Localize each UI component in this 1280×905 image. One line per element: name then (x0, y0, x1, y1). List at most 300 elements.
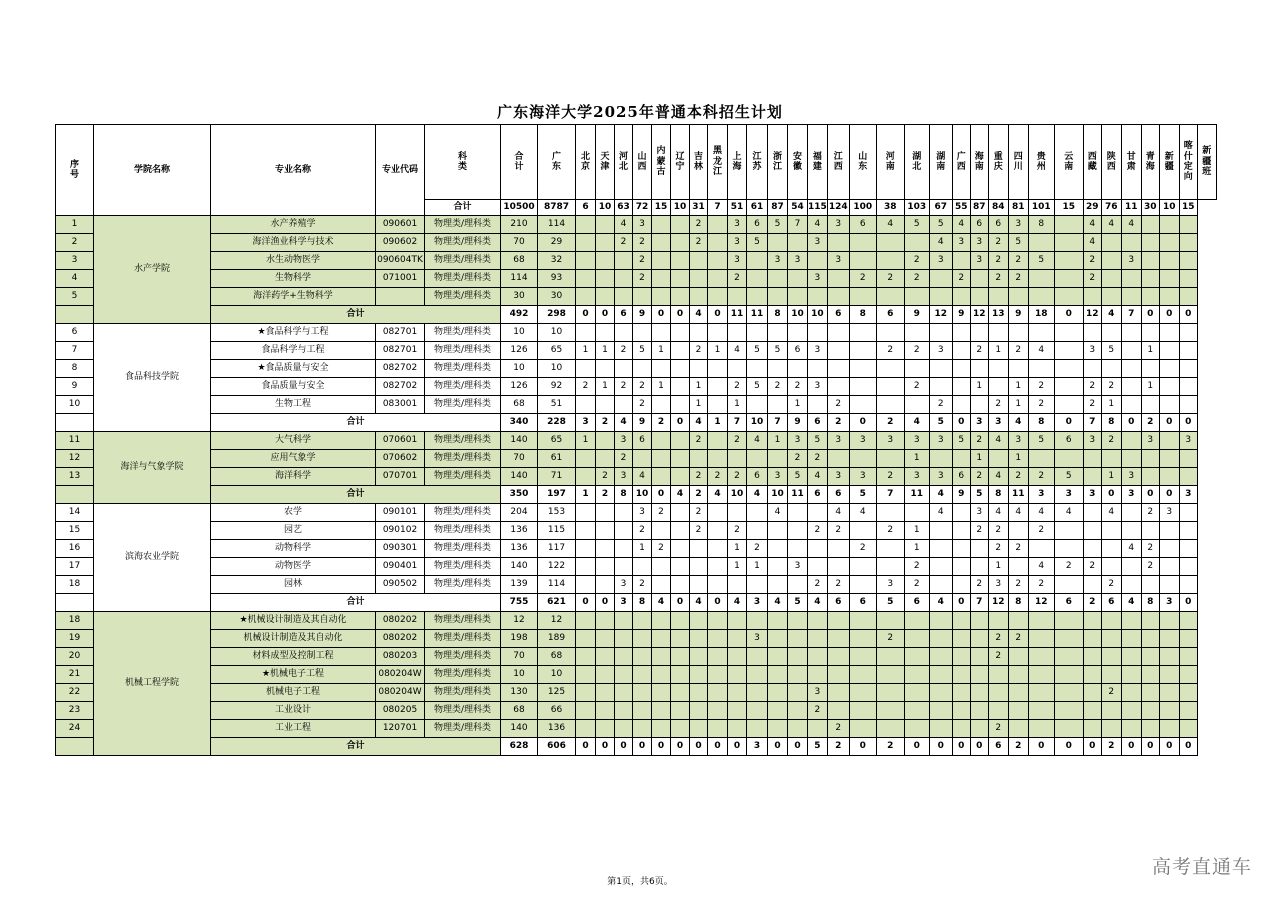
quota-cell (1121, 720, 1141, 738)
quota-cell (652, 468, 671, 486)
major-name: 动物医学 (211, 558, 376, 576)
quota-cell (876, 450, 904, 468)
quota-cell: 5 (1008, 234, 1028, 252)
quota-cell (708, 288, 728, 306)
quota-cell (576, 216, 596, 234)
quota-cell (747, 702, 768, 720)
quota-cell: 2 (728, 270, 747, 288)
quota-cell: 2 (1028, 396, 1054, 414)
subtotal-cell: 0 (615, 738, 633, 756)
subtotal-cell: 0 (970, 738, 988, 756)
quota-cell (652, 360, 671, 378)
quota-cell (1159, 234, 1179, 252)
quota-cell: 2 (904, 558, 929, 576)
quota-cell: 3 (768, 468, 788, 486)
quota-cell (827, 558, 849, 576)
quota-cell (1179, 648, 1197, 666)
quota-cell (728, 450, 747, 468)
quota-cell (652, 288, 671, 306)
quota-cell: 5 (808, 432, 828, 450)
quota-cell (708, 630, 728, 648)
quota-cell (708, 648, 728, 666)
grand-total-cell: 10 (596, 200, 615, 216)
quota-cell (596, 702, 615, 720)
subtotal-cell: 0 (1159, 414, 1179, 432)
quota-cell (1008, 666, 1028, 684)
quota-cell: 140 (501, 558, 538, 576)
quota-cell (690, 648, 708, 666)
quota-cell (1159, 360, 1179, 378)
page-footer: 第1页，共6页。 (607, 877, 673, 887)
quota-cell (1179, 504, 1197, 522)
grand-total-cell: 81 (1008, 200, 1028, 216)
subtotal-cell: 5 (970, 486, 988, 504)
quota-cell: 4 (633, 468, 652, 486)
table-row (56, 468, 1217, 486)
quota-cell: 2 (633, 522, 652, 540)
row-number: 8 (56, 360, 94, 378)
column-header: 西 藏 (1083, 125, 1101, 200)
quota-cell (576, 522, 596, 540)
subtotal-cell: 340 (501, 414, 538, 432)
quota-cell (929, 612, 952, 630)
quota-cell: 2 (1083, 396, 1101, 414)
quota-cell (1101, 558, 1121, 576)
table-row (56, 648, 1217, 666)
quota-cell (633, 288, 652, 306)
quota-cell: 3 (728, 216, 747, 234)
grand-total-cell: 7 (708, 200, 728, 216)
quota-cell: 1 (970, 378, 988, 396)
quota-cell (633, 558, 652, 576)
quota-cell (849, 522, 876, 540)
table-row (56, 666, 1217, 684)
subtotal-cell: 11 (747, 306, 768, 324)
subtotal-cell: 4 (690, 594, 708, 612)
quota-cell: 3 (904, 432, 929, 450)
subtotal-cell: 4 (671, 486, 690, 504)
quota-cell (904, 720, 929, 738)
subtotal-cell: 0 (671, 594, 690, 612)
quota-cell (728, 288, 747, 306)
subtotal-cell: 12 (970, 306, 988, 324)
quota-cell (1121, 342, 1141, 360)
subtotal-cell: 3 (747, 594, 768, 612)
quota-cell (788, 270, 808, 288)
quota-cell (708, 540, 728, 558)
quota-cell: 140 (501, 720, 538, 738)
major-name: ★机械电子工程 (211, 666, 376, 684)
quota-cell (652, 630, 671, 648)
quota-cell (576, 288, 596, 306)
subtotal-cell: 9 (952, 486, 970, 504)
subtotal-cell: 4 (747, 486, 768, 504)
quota-cell (768, 396, 788, 414)
quota-cell (808, 504, 828, 522)
college-name: 食品科技学院 (94, 324, 211, 432)
quota-cell: 204 (501, 504, 538, 522)
quota-cell (849, 396, 876, 414)
subtotal-blank (56, 306, 94, 324)
grand-total-cell: 115 (808, 200, 828, 216)
quota-cell (1141, 630, 1159, 648)
quota-cell: 68 (501, 396, 538, 414)
grand-total-cell: 101 (1028, 200, 1054, 216)
quota-cell (808, 630, 828, 648)
quota-cell (1101, 324, 1121, 342)
quota-cell (1054, 396, 1083, 414)
quota-cell: 1 (988, 342, 1008, 360)
subtotal-cell: 2 (596, 486, 615, 504)
subtotal-cell: 10 (808, 306, 828, 324)
quota-cell (652, 252, 671, 270)
quota-cell (849, 630, 876, 648)
quota-cell (1159, 684, 1179, 702)
quota-cell (1028, 288, 1054, 306)
quota-cell (849, 324, 876, 342)
quota-cell: 6 (788, 342, 808, 360)
quota-cell: 210 (501, 216, 538, 234)
quota-cell (768, 522, 788, 540)
quota-cell (615, 504, 633, 522)
quota-cell (652, 702, 671, 720)
subtotal-cell: 606 (538, 738, 576, 756)
quota-cell (1159, 270, 1179, 288)
subtotal-cell: 0 (1054, 738, 1083, 756)
quota-cell (952, 396, 970, 414)
quota-cell: 4 (615, 216, 633, 234)
quota-cell (1101, 234, 1121, 252)
quota-cell: 2 (1008, 540, 1028, 558)
quota-cell: 2 (808, 522, 828, 540)
quota-cell (1054, 522, 1083, 540)
row-number: 16 (56, 540, 94, 558)
quota-cell (970, 288, 988, 306)
subject-category: 物理类/理科类 (425, 702, 501, 720)
quota-cell (576, 252, 596, 270)
quota-cell (1083, 522, 1101, 540)
quota-cell (1028, 612, 1054, 630)
quota-cell (904, 684, 929, 702)
quota-cell: 1 (904, 522, 929, 540)
quota-cell (988, 666, 1008, 684)
quota-cell (952, 612, 970, 630)
major-name: 动物科学 (211, 540, 376, 558)
quota-cell: 2 (849, 270, 876, 288)
quota-cell: 7 (788, 216, 808, 234)
grand-total-cell: 11 (1121, 200, 1141, 216)
quota-cell: 1 (728, 540, 747, 558)
quota-cell (1054, 684, 1083, 702)
quota-cell (596, 234, 615, 252)
table-row (56, 252, 1217, 270)
quota-cell (929, 630, 952, 648)
quota-cell: 2 (788, 378, 808, 396)
subtotal-cell: 2 (827, 414, 849, 432)
quota-cell: 2 (1008, 270, 1028, 288)
quota-cell (952, 360, 970, 378)
quota-cell: 4 (1028, 342, 1054, 360)
major-name: ★机械设计制造及其自动化 (211, 612, 376, 630)
quota-cell: 2 (827, 396, 849, 414)
quota-cell (596, 612, 615, 630)
quota-cell: 4 (876, 216, 904, 234)
quota-cell: 2 (633, 234, 652, 252)
quota-cell (708, 360, 728, 378)
quota-cell: 2 (876, 468, 904, 486)
quota-cell (671, 720, 690, 738)
quota-cell (690, 630, 708, 648)
subtotal-cell: 2 (1008, 738, 1028, 756)
quota-cell: 3 (747, 630, 768, 648)
quota-cell (708, 684, 728, 702)
quota-cell (747, 612, 768, 630)
quota-cell (1054, 234, 1083, 252)
quota-cell (788, 648, 808, 666)
subtotal-cell: 1 (708, 414, 728, 432)
quota-cell (808, 666, 828, 684)
subtotal-cell: 3 (576, 414, 596, 432)
column-header: 序 号 (56, 125, 94, 216)
college-name: 海洋与气象学院 (94, 432, 211, 504)
grand-total-cell: 8787 (538, 200, 576, 216)
subject-category: 物理类/理科类 (425, 234, 501, 252)
quota-cell: 1 (1101, 468, 1121, 486)
subtotal-cell: 0 (1121, 414, 1141, 432)
subtotal-label: 合计 (211, 738, 501, 756)
quota-cell (1179, 720, 1197, 738)
subtotal-cell: 4 (652, 594, 671, 612)
column-header: 专业代码 (376, 125, 425, 216)
quota-cell (1083, 360, 1101, 378)
quota-cell: 114 (538, 216, 576, 234)
table-row (56, 630, 1217, 648)
quota-cell (747, 396, 768, 414)
quota-cell: 2 (952, 270, 970, 288)
quota-cell: 2 (615, 342, 633, 360)
quota-cell (1179, 630, 1197, 648)
subtotal-cell: 5 (876, 594, 904, 612)
quota-cell: 2 (988, 252, 1008, 270)
quota-cell (988, 360, 1008, 378)
subtotal-blank (56, 486, 94, 504)
quota-cell (1101, 648, 1121, 666)
quota-cell (652, 216, 671, 234)
quota-cell: 3 (1121, 252, 1141, 270)
quota-cell (690, 684, 708, 702)
subtotal-cell: 9 (788, 414, 808, 432)
subtotal-cell: 6 (1054, 594, 1083, 612)
quota-cell (1101, 702, 1121, 720)
quota-cell (596, 720, 615, 738)
quota-cell: 3 (1179, 432, 1197, 450)
row-number: 19 (56, 630, 94, 648)
quota-cell: 136 (538, 720, 576, 738)
quota-cell: 2 (768, 378, 788, 396)
quota-cell: 2 (1101, 576, 1121, 594)
quota-cell: 3 (615, 576, 633, 594)
quota-cell (1179, 324, 1197, 342)
quota-cell (576, 666, 596, 684)
quota-cell: 2 (652, 540, 671, 558)
quota-cell (615, 630, 633, 648)
quota-cell (671, 270, 690, 288)
quota-cell (576, 702, 596, 720)
quota-cell: 30 (538, 288, 576, 306)
subtotal-cell: 10 (728, 486, 747, 504)
column-header: 天 津 (596, 125, 615, 200)
quota-cell (708, 432, 728, 450)
subtotal-cell: 10 (788, 306, 808, 324)
quota-cell: 3 (970, 252, 988, 270)
quota-cell (904, 234, 929, 252)
quota-cell: 1 (904, 450, 929, 468)
quota-cell (827, 288, 849, 306)
quota-cell: 2 (596, 468, 615, 486)
quota-cell (876, 324, 904, 342)
subtotal-cell: 4 (1101, 306, 1121, 324)
quota-cell (1121, 324, 1141, 342)
quota-cell (708, 450, 728, 468)
quota-cell (1179, 576, 1197, 594)
quota-cell (1159, 378, 1179, 396)
major-code: 120701 (376, 720, 425, 738)
subtotal-cell: 0 (708, 738, 728, 756)
quota-cell: 2 (876, 270, 904, 288)
quota-cell (1101, 630, 1121, 648)
quota-cell (952, 684, 970, 702)
subtotal-cell: 8 (1028, 414, 1054, 432)
subtotal-label: 合计 (211, 486, 501, 504)
quota-cell (596, 396, 615, 414)
quota-cell (728, 648, 747, 666)
row-number: 22 (56, 684, 94, 702)
quota-cell (788, 702, 808, 720)
quota-cell (1028, 630, 1054, 648)
table-row (56, 432, 1217, 450)
quota-cell (827, 234, 849, 252)
quota-cell (1083, 504, 1101, 522)
quota-cell: 3 (876, 432, 904, 450)
column-header: 贵 州 (1028, 125, 1054, 200)
quota-cell (747, 648, 768, 666)
quota-cell (988, 702, 1008, 720)
row-number: 6 (56, 324, 94, 342)
quota-cell: 2 (929, 396, 952, 414)
subtotal-cell: 8 (633, 594, 652, 612)
quota-cell (1179, 522, 1197, 540)
subtotal-cell: 4 (708, 486, 728, 504)
quota-cell: 2 (690, 432, 708, 450)
major-name: ★食品科学与工程 (211, 324, 376, 342)
quota-cell (690, 666, 708, 684)
subject-category: 物理类/理科类 (425, 378, 501, 396)
quota-cell (876, 288, 904, 306)
quota-cell (615, 702, 633, 720)
quota-cell: 2 (633, 576, 652, 594)
quota-cell (1141, 612, 1159, 630)
grand-total-cell: 72 (633, 200, 652, 216)
grand-total-cell: 6 (576, 200, 596, 216)
quota-cell (876, 720, 904, 738)
quota-cell (849, 702, 876, 720)
quota-cell (952, 720, 970, 738)
subtotal-cell: 2 (876, 738, 904, 756)
quota-cell: 2 (988, 648, 1008, 666)
quota-cell (633, 720, 652, 738)
quota-cell: 2 (988, 270, 1008, 288)
major-code: 071001 (376, 270, 425, 288)
quota-cell (1008, 684, 1028, 702)
quota-cell (596, 288, 615, 306)
quota-cell (596, 558, 615, 576)
quota-cell (1054, 630, 1083, 648)
subject-category: 物理类/理科类 (425, 630, 501, 648)
quota-cell: 2 (633, 252, 652, 270)
quota-cell (827, 342, 849, 360)
subtotal-cell: 18 (1028, 306, 1054, 324)
major-code: 082701 (376, 324, 425, 342)
quota-cell: 2 (1141, 558, 1159, 576)
quota-cell: 61 (538, 450, 576, 468)
table-row (56, 324, 1217, 342)
quota-cell (596, 504, 615, 522)
quota-cell (808, 324, 828, 342)
quota-cell: 6 (633, 432, 652, 450)
quota-cell: 2 (1141, 504, 1159, 522)
row-number: 24 (56, 720, 94, 738)
quota-cell (708, 324, 728, 342)
table-row (56, 216, 1217, 234)
quota-cell: 3 (827, 216, 849, 234)
quota-cell (747, 666, 768, 684)
quota-cell (728, 702, 747, 720)
quota-cell: 3 (633, 504, 652, 522)
quota-cell (952, 702, 970, 720)
quota-cell (929, 540, 952, 558)
quota-cell (633, 612, 652, 630)
grand-total-cell: 10 (671, 200, 690, 216)
column-header: 辽 宁 (671, 125, 690, 200)
table-row (56, 558, 1217, 576)
subject-category: 物理类/理科类 (425, 720, 501, 738)
quota-cell: 2 (808, 576, 828, 594)
grand-total-cell: 38 (876, 200, 904, 216)
quota-cell: 153 (538, 504, 576, 522)
quota-cell (633, 684, 652, 702)
quota-cell (1159, 576, 1179, 594)
quota-cell (615, 324, 633, 342)
quota-cell (728, 720, 747, 738)
column-header: 四 川 (1008, 125, 1028, 200)
quota-cell (808, 396, 828, 414)
quota-cell (876, 558, 904, 576)
quota-cell (1083, 684, 1101, 702)
quota-cell: 1 (1141, 342, 1159, 360)
quota-cell (690, 720, 708, 738)
quota-cell (768, 720, 788, 738)
subtotal-cell: 0 (708, 306, 728, 324)
subtotal-cell: 8 (849, 306, 876, 324)
quota-cell: 5 (633, 342, 652, 360)
quota-cell (1159, 720, 1179, 738)
quota-cell (929, 720, 952, 738)
quota-cell (1054, 576, 1083, 594)
quota-cell: 2 (827, 576, 849, 594)
quota-cell: 2 (808, 702, 828, 720)
row-number: 3 (56, 252, 94, 270)
quota-cell (1121, 612, 1141, 630)
